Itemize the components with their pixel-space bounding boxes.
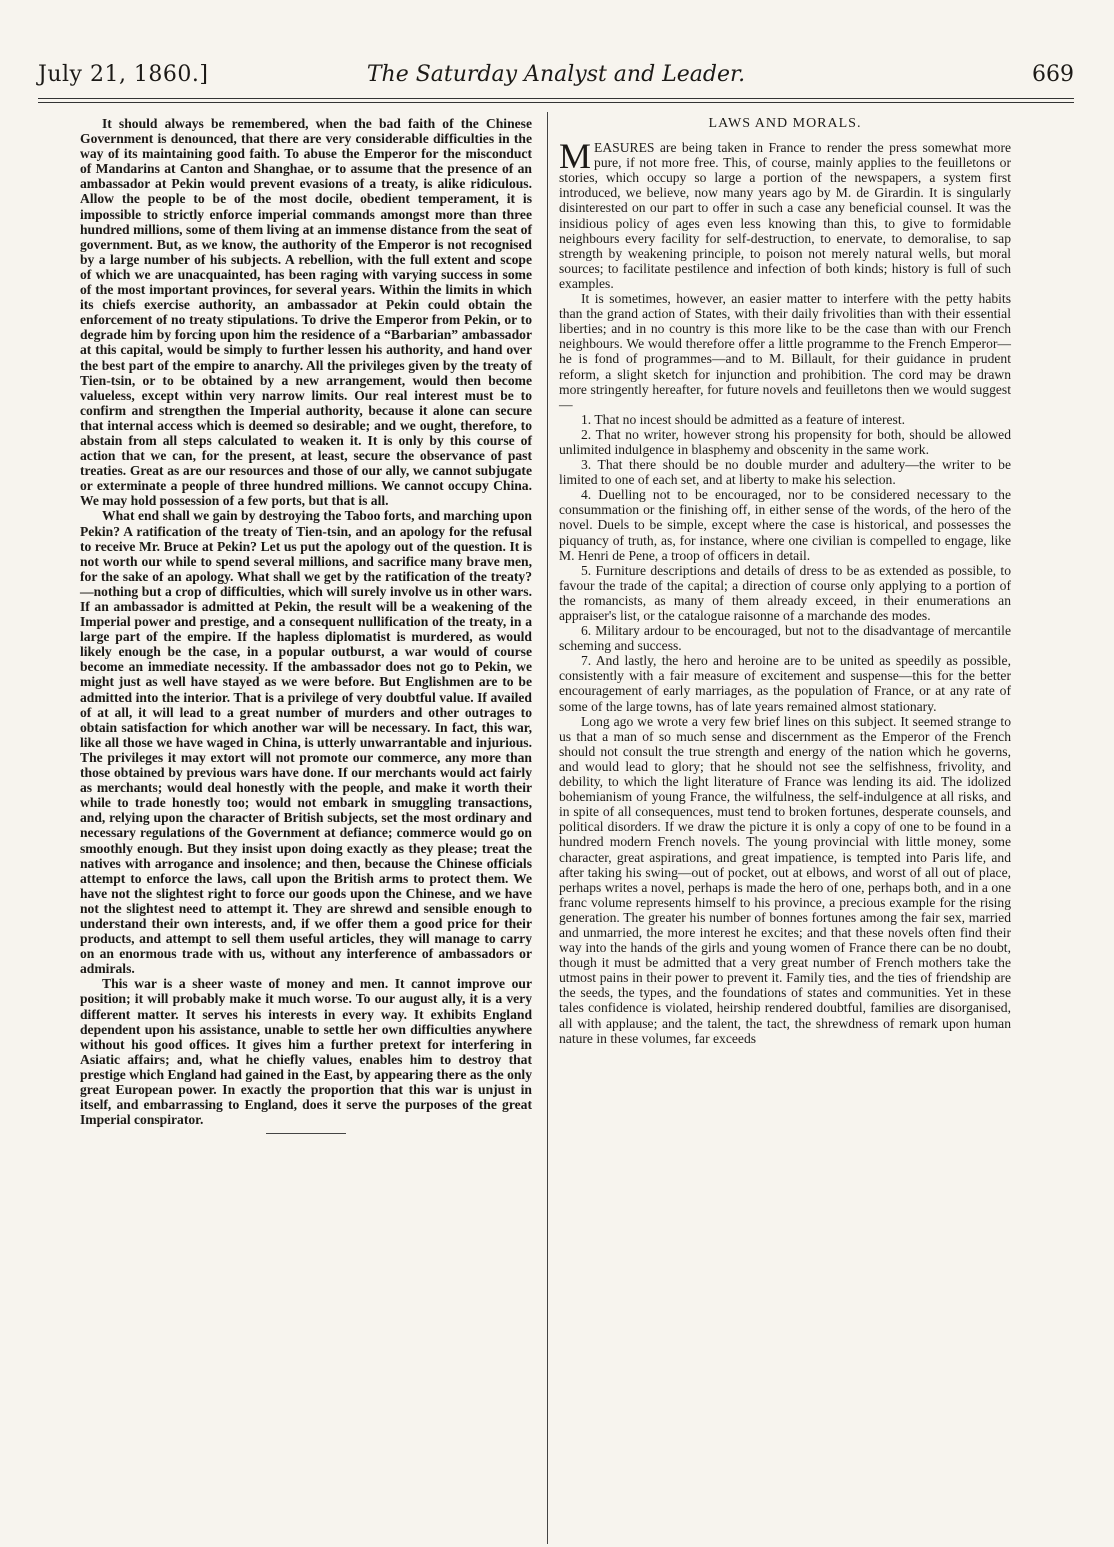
article-paragraph: Long ago we wrote a very few brief lines on this subject. It seemed strange to us that a man of so much sense and discernment as the Emperor of the French should not consult the true strength and energy of the nation which he governs, and would lead to glory; that he should not see the selfishness, frivolity, and debility, to which the light literature of France was lending its aid. The idolized bohemianism of young France, the wilfulness, the self-indulgence at all risks, and in spite of all consequences, must tend to broken fortunes, desperate counsels, and political disorders. If we draw the picture it is only a copy of one to be found in a hundred modern French novels. The young provincial with little money, some character, great aspirations, and great impatience, is tempted into Paris life, and after taking his swing—out of pocket, out at elbows, and worst of all out of place, perhaps writes a novel, perhaps is made the hero of one, perhaps both, and in a one franc volume represents himself to his province, a precious example for the rising generation. The greater his number of bonnes fortunes among the fair sex, married and unmarried, the more interest he excites; and that these novels often find their way into the hands of the girls and young women of France there can be no doubt, though it must be admitted that a very great number of French mothers take the utmost pains in their power to prevent it. Family ties, and the ties of friendship are the seeds, the types, and the foundations of states and communities. Yet in these tales confidence is violated, heirship rendered doubtful, families are disorganised, all with applause; and the talent, the tact, the shrewdness of remark upon human nature in these volumes, far exceeds — [559, 713, 1011, 1046]
numbered-item: 5. Furniture descriptions and details of dress to be as extended as possible, to favour the trade of the capital; a direction of course only applying to a portion of the romancists, as many of them already exceed, in their enumerations an appraiser's list, or the catalogue raisonne of a marchande des modes. — [559, 562, 1011, 623]
page-number: 669 — [1032, 62, 1074, 87]
numbered-item: 4. Duelling not to be encouraged, nor to be considered necessary to the consummation or the finishing off, in either sense of the words, of the hero of the novel. Duels to be simple, except where the case is historical, and possesses the piquancy of truth, as, for instance, where one civilian is compelled to engage, like M. Henri de Pene, a troop of officers in detail. — [559, 487, 1011, 563]
numbered-item: 6. Military ardour to be encouraged, but not to the disadvantage of mercantile scheming and success. — [559, 623, 1011, 654]
right-column-article — [559, 116, 1011, 1046]
numbered-item: 7. And lastly, the hero and heroine are to be united as speedily as possible, consistently with a fair measure of excitement and suspense—this for the better encouragement of early marriages, as the population of France, or at any rate of some of the large towns, has of late years remained almost stationary. — [559, 653, 1011, 714]
page-header — [38, 62, 1074, 92]
article-end-rule — [266, 1133, 346, 1134]
drop-cap: M — [559, 136, 592, 177]
article-paragraph: What end shall we gain by destroying the Taboo forts, and marching upon Pekin? A ratification of the treaty of Tien-tsin, and an apology for the refusal to receive Mr. Bruce at Pekin? Let us put the apology out of the question. It is not worth our while to spend several millions, and sacrifice many brave men, for the sake of an apology. What shall we get by the ratification of the treaty?—nothing but a crop of difficulties, which will surely involve us in other wars. If an ambassador is admitted at Pekin, the result will be a weakening of the Imperial power and prestige, and a consequent nullification of the treaty, in a large part of the empire. If the hapless diplomatist is murdered, as would likely enough be the case, in a popular outburst, a war would of course become an immediate necessity. If the ambassador does not go to Pekin, we might just as well have stayed as we were before. But Englishmen are to be admitted into the interior. That is a privilege of very doubtful value. If availed of at all, it will lead to a great number of murders and other outrages to obtain satisfaction for which another war will be necessary. In fact, this war, like all those we have waged in China, is utterly unwarrantable and injurious. The privileges it may extort will not promote our commerce, any more than those obtained by previous wars have done. If our merchants would act fairly as merchants; would deal honestly with the people, and make it worth their while to trade honestly too; would not embark in smuggling transactions, and, relying upon the character of British subjects, set the most ordinary and necessary regulations of the Government at defiance; commerce would go on smoothly enough. But they insist upon doing exactly as they please; treat the natives with arrogance and insolence; and then, because the Chinese officials attempt to enforce the laws, call upon the British arms to protect them. We have not the slightest right to force our goods upon the Chinese, and we have not the slightest need to attempt it. They are shrewd and sensible enough to understand their own interests, and, if we offer them a good price for their products, and attempt to sell them useful articles, they will manage to carry on an enormous trade with us, without any interference of ambassadors or admirals. — [80, 508, 532, 977]
article-paragraph: It is sometimes, however, an easier matter to interfere with the petty habits than the grand action of States, with their daily frivolities than with their essential liberties; and in no country is this more like to be the case than with our French neighbours. We would therefore offer a little programme to the French Emperor—he is fond of programmes—and to M. Billault, for their guidance in prudent reform, a slight sketch for injunction and prohibition. The cord may be drawn more stringently hereafter, for future novels and feuilletons then we would suggest— — [559, 291, 1011, 412]
column-divider — [547, 112, 548, 1544]
header-rule-bottom — [38, 102, 1074, 103]
numbered-item: 2. That no writer, however strong his propensity for both, should be allowed unlimited indulgence in blasphemy and obscenity in the same work. — [559, 426, 1011, 457]
header-date: July 21, 1860.] — [38, 62, 209, 87]
left-column-article — [80, 116, 532, 1134]
publication-title: The Saturday Analyst and Leader. — [366, 62, 746, 87]
numbered-item: 3. That there should be no double murder and adultery—the writer to be limited to one of each set, and at liberty to make his selection. — [559, 457, 1011, 488]
numbered-item: 1. That no incest should be admitted as a feature of interest. — [581, 411, 906, 427]
header-rule-top — [38, 98, 1074, 99]
section-heading: LAWS AND MORALS. — [708, 116, 862, 131]
article-paragraph: It should always be remembered, when the bad faith of the Chinese Government is denounced, that there are very considerable difficulties in the way of its maintaining good faith. To abuse the Emperor for the misconduct of Mandarins at Canton and Shanghae, or to assume that the presence of an ambassador at Pekin would prevent evasions of a treaty, is alike ridiculous. Allow the people to be of the most docile, obedient temperament, it is impossible to strictly enforce imperial commands amongst more than three hundred millions, some of them living at an immense distance from the seat of government. But, as we know, the authority of the Emperor is not recognised by a large number of his subjects. A rebellion, with the full extent and scope of which we are unacquainted, has been raging with varying success in some of the most important provinces, for several years. Within the limits in which its chiefs exercise authority, an ambassador at Pekin could obtain the enforcement of no treaty stipulations. To drive the Emperor from Pekin, or to degrade him by forcing upon him the residence of a “Barbarian” ambassador at this capital, would be simply to further lessen his authority, and hand over the best part of the empire to anarchy. All the privileges given by the treaty of Tien-tsin, or to be obtained by a new arrangement, would then become valueless, except within very narrow limits. Our real interest must be to confirm and strengthen the Imperial authority, because it alone can secure that internal access which is deemed so desirable; and we ought, therefore, to abstain from all steps calculated to weaken it. It is only by this course of action that we can, for the present, at least, secure the observance of past treaties. Great as are our resources and those of our ally, we cannot subjugate or exterminate a people of three hundred millions. We cannot occupy China. We may hold possession of a few ports, but that is all. — [80, 116, 532, 509]
article-lead-paragraph — [559, 136, 1011, 291]
lead-paragraph-text: EASURES are being taken in France to render the press somewhat more pure, if not more free. This, of course, mainly applies to the feuilletons or stories, which occupy so large a portion of the newspapers, a system first introduced, we believe, now many years ago by M. de Girardin. It is singularly disinterested on our part to offer in such a case any beneficial counsel. It was the insidious policy of ages even less knowing than this, to give to formidable neighbours every facility for self-destruction, to enervate, to demoralise, to sap strength by weakening principle, to poison not merely natural wells, but moral sources; to facilitate pestilence and infection of both kinds; history is full of such examples. — [559, 140, 1011, 291]
article-paragraph: This war is a sheer waste of money and men. It cannot improve our position; it will probably make it much worse. To our august ally, it is a very different matter. It serves his interests in every way. It exhibits England dependent upon his assistance, unable to settle her own difficulties anywhere without his good offices. It gives him a further pretext for interfering in Asiatic affairs; and, what he chiefly values, enables him to destroy that prestige which England had gained in the East, by appearing there as the only great European power. In exactly the proportion that this war is unjust in itself, and embarrassing to England, does it serve the purposes of the great Imperial conspirator. — [80, 976, 532, 1128]
